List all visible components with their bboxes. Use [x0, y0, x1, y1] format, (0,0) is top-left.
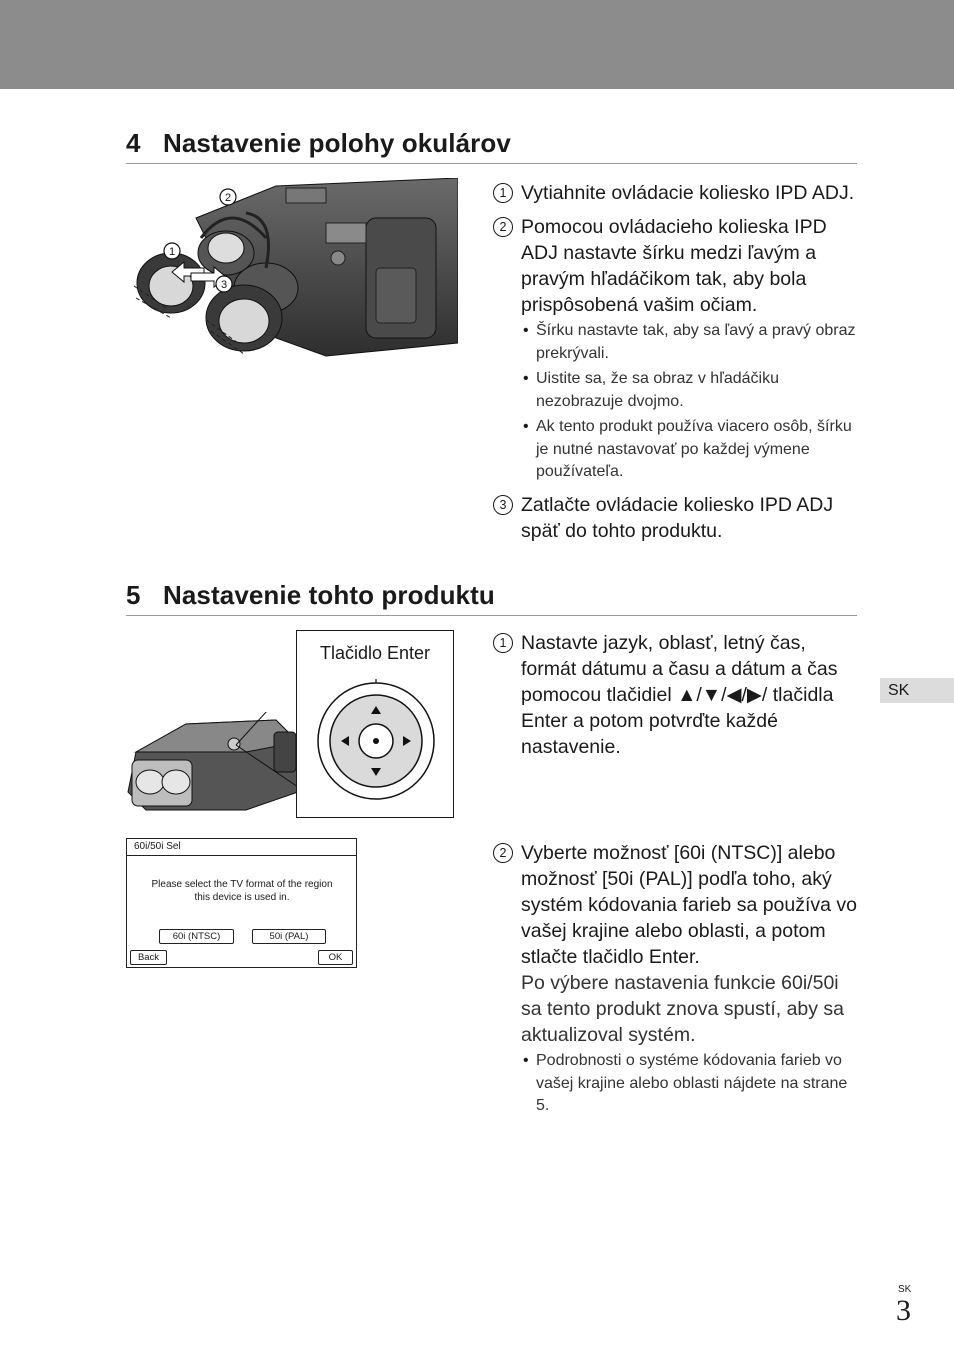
- step-text: Zatlačte ovládacie koliesko IPD ADJ späť do tohto produktu.: [521, 493, 834, 542]
- back-button[interactable]: Back: [130, 950, 167, 965]
- bullet-item: • Šírku nastavte tak, aby sa ľavý a pravý obraz prekrývali.: [521, 320, 859, 365]
- step-text: Pomocou ovládacieho kolieska IPD ADJ nastavte šírku medzi ľavým a pravým hľadáčikom tak, aby bola prispôsobená vašim očiam.: [521, 216, 827, 316]
- section-number: 5: [126, 580, 141, 610]
- section-5-title: [126, 580, 857, 616]
- step-text: Vyberte možnosť [60i (NTSC)] alebo možnosť [50i (PAL)] podľa toho, aký systém kódovania farieb sa používa vo vašej krajine alebo oblasti, a potom stlačte tlačidlo Enter.: [521, 842, 858, 968]
- footer-language: SK: [898, 1284, 912, 1295]
- enter-button-callout: [296, 630, 454, 818]
- section-number: 4: [126, 128, 141, 158]
- step-item: [493, 840, 859, 1118]
- figure-label-1: 1: [168, 246, 176, 258]
- format-select-dialog: [126, 838, 357, 968]
- step-item: [493, 180, 859, 206]
- step-number: 3: [493, 495, 513, 515]
- step-item: [493, 492, 859, 544]
- step-item: [493, 214, 859, 484]
- figure-label-2: 2: [224, 192, 232, 204]
- step-number: 2: [493, 217, 513, 237]
- section-4-title: [126, 128, 857, 164]
- binocular-body-illustration: [126, 712, 306, 812]
- step-number: 1: [493, 633, 513, 653]
- step-text: Vytiahnite ovládacie koliesko IPD ADJ.: [521, 182, 855, 204]
- section-title-text: Nastavenie polohy okulárov: [163, 128, 511, 158]
- step-number: 1: [493, 183, 513, 203]
- language-side-tab: SK: [880, 678, 954, 703]
- bullet-item: • Uistite sa, že sa obraz v hľadáčiku nezobrazuje dvojmo.: [521, 368, 859, 413]
- figure-label-3: 3: [220, 279, 228, 291]
- dialog-title: 60i/50i Sel: [127, 839, 356, 856]
- section-5-step-2: [493, 840, 859, 1126]
- section-4-steps: [493, 180, 859, 552]
- step-number: 2: [493, 843, 513, 863]
- step-item: [493, 630, 859, 760]
- step-text: Nastavte jazyk, oblasť, letný čas, formát dátumu a času a dátum a čas pomocou tlačidiel ▲/▼/◀/▶/ tlačidla Enter a potom potvrďte každé nastavenie.: [521, 632, 838, 758]
- control-pad-diagram: [314, 679, 438, 803]
- binocular-eyepiece-illustration: [126, 178, 458, 358]
- bullet-list: [521, 320, 859, 484]
- bullet-list: [521, 1050, 859, 1118]
- enter-button-label: Tlačidlo Enter: [319, 643, 431, 663]
- section-5-step-1: [493, 630, 859, 768]
- dialog-message: Please select the TV format of the region this device is used in.: [151, 879, 333, 903]
- section-title-text: Nastavenie tohto produktu: [163, 580, 495, 610]
- step-note: Po výbere nastavenia funkcie 60i/50i sa tento produkt znova spustí, aby sa aktualizoval systém.: [521, 972, 845, 1046]
- header-band: [0, 0, 954, 89]
- pal-option-button[interactable]: 50i (PAL): [252, 929, 326, 944]
- bullet-item: • Podrobnosti o systéme kódovania farieb vo vašej krajine alebo oblasti nájdete na strane 5.: [521, 1050, 859, 1118]
- ntsc-option-button[interactable]: 60i (NTSC): [159, 929, 234, 944]
- ok-button[interactable]: OK: [318, 950, 353, 965]
- bullet-item: • Ak tento produkt používa viacero osôb, šírku je nutné nastavovať po každej výmene používateľa.: [521, 416, 859, 484]
- page-number: 3: [896, 1294, 911, 1327]
